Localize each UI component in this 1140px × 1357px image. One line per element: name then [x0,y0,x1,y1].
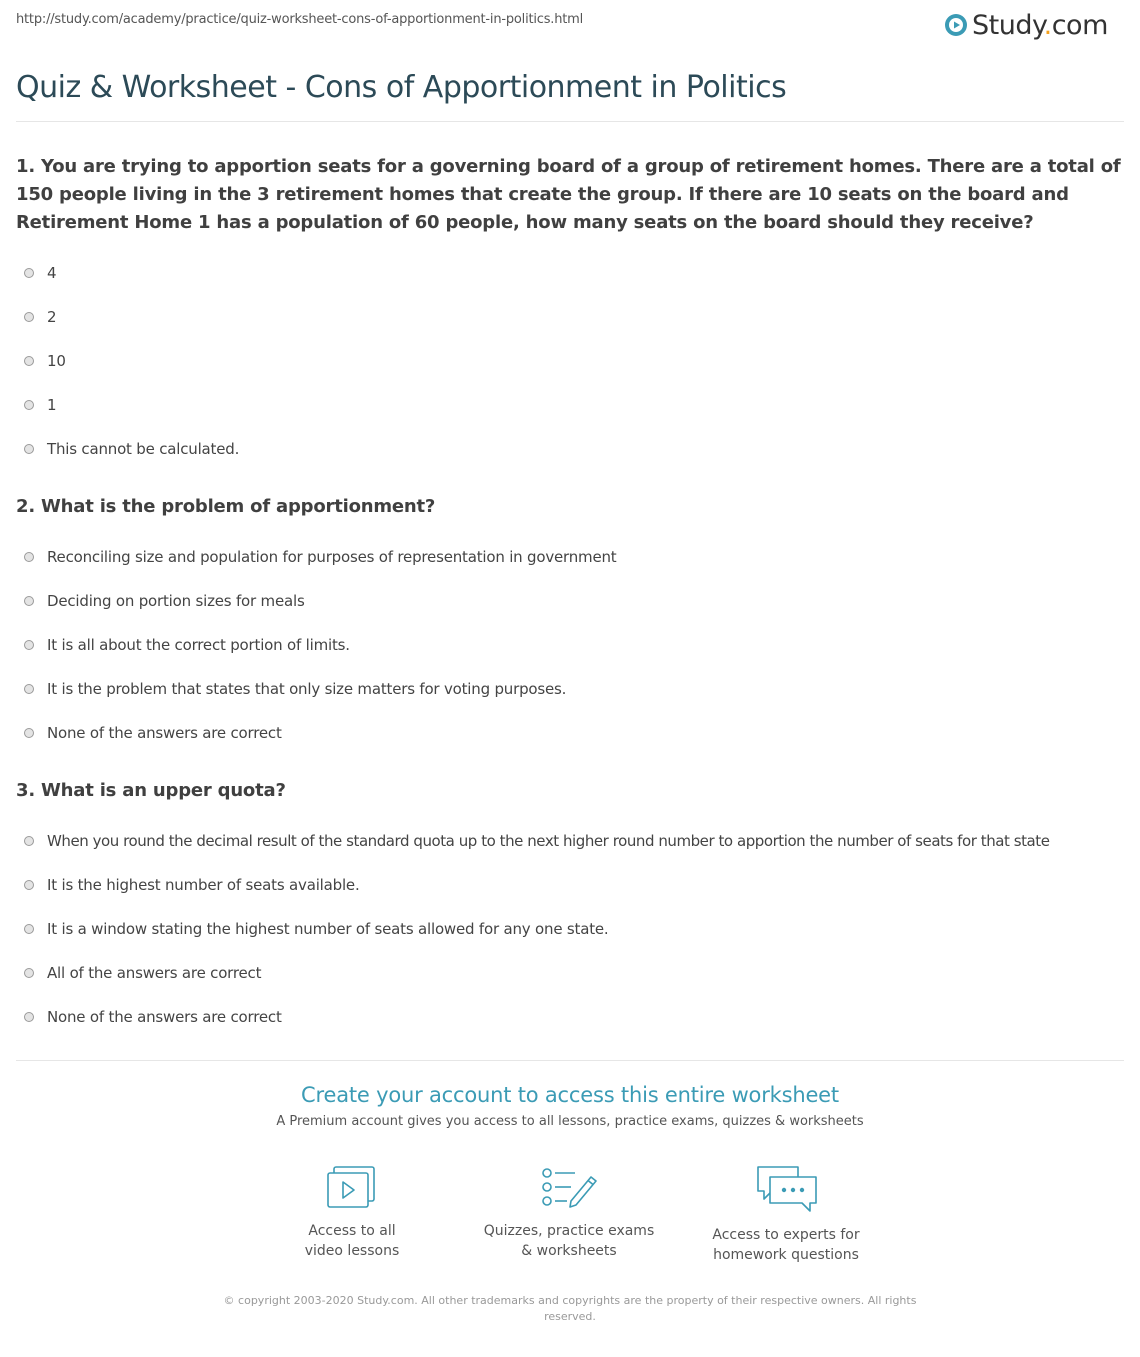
play-circle-icon [944,13,968,37]
header [0,0,1140,50]
radio-button[interactable] [24,836,34,846]
answer-text: Reconciling size and population for purposes of representation in government [47,548,617,566]
answer-option[interactable] [16,907,1124,951]
radio-button[interactable] [24,268,34,278]
create-account-link[interactable]: Create your account to access this entire worksheet [301,1083,839,1107]
answer-text: It is the problem that states that only size matters for voting purposes. [47,680,567,698]
answer-text: None of the answers are correct [47,1008,282,1026]
page-url: http://study.com/academy/practice/quiz-worksheet-cons-of-apportionment-in-politics.html [16,12,584,27]
answer-text: All of the answers are correct [47,964,262,982]
answer-text: Deciding on portion sizes for meals [47,592,305,610]
answer-option[interactable] [16,535,1124,579]
radio-button[interactable] [24,356,34,366]
question-text: 3. What is an upper quota? [16,780,286,801]
radio-button[interactable] [24,1012,34,1022]
radio-button[interactable] [24,728,34,738]
question-text: 1. You are trying to apportion seats for a governing board of a group of retirement homes. There are a total of 150 people living in the 3 retirement homes that create the group. If there are 10 seats on the board and Retirement Home 1 has a population of 60 people, how many seats on the board should they receive? [16,156,1121,233]
radio-button[interactable] [24,968,34,978]
answer-list [16,251,1124,471]
chat-bubbles-icon [754,1165,818,1215]
video-lessons-icon [326,1165,378,1211]
answer-text: It is the highest number of seats available. [47,876,360,894]
answer-text: None of the answers are correct [47,724,282,742]
answer-text: This cannot be calculated. [47,440,240,458]
radio-button[interactable] [24,596,34,606]
answer-text: 2 [47,308,57,326]
divider [16,1060,1124,1061]
answer-option[interactable] [16,863,1124,907]
cta-subtitle: A Premium account gives you access to all lessons, practice exams, quizzes & worksheets [276,1114,864,1129]
answer-list [16,535,1124,755]
copyright: © copyright 2003-2020 Study.com. All other trademarks and copyrights are the property of their respective owners. All rights reserved. [223,1294,917,1323]
feature-label: Access to experts for homework questions [712,1227,860,1263]
quiz-checklist-icon [541,1165,597,1211]
answer-text: 1 [47,396,57,414]
answer-option[interactable] [16,623,1124,667]
answer-option[interactable] [16,667,1124,711]
question-1 [16,153,1124,471]
answer-option[interactable] [16,295,1124,339]
radio-button[interactable] [24,312,34,322]
answer-option[interactable] [16,339,1124,383]
question-text: 2. What is the problem of apportionment? [16,496,436,517]
answer-option[interactable] [16,427,1124,471]
radio-button[interactable] [24,400,34,410]
answer-option[interactable] [16,951,1124,995]
answer-list [16,819,1124,1039]
answer-text: When you round the decimal result of the standard quota up to the next higher round number to apportion the number of seats for that state [47,832,1050,850]
answer-option[interactable] [16,579,1124,623]
answer-option[interactable] [16,995,1124,1039]
logo-text: Study.com [972,9,1108,41]
radio-button[interactable] [24,444,34,454]
radio-button[interactable] [24,684,34,694]
page-title: Quiz & Worksheet - Cons of Apportionment in Politics [16,70,787,105]
answer-option[interactable] [16,819,1124,863]
feature-label: Quizzes, practice exams & worksheets [483,1223,655,1259]
answer-option[interactable] [16,711,1124,755]
answer-option[interactable] [16,251,1124,295]
answer-option[interactable] [16,383,1124,427]
feature-video-lessons [252,1165,452,1261]
answer-text: 10 [47,352,66,370]
radio-button[interactable] [24,880,34,890]
feature-label: Access to all video lessons [304,1223,400,1259]
answer-text: It is all about the correct portion of limits. [47,636,350,654]
study-logo[interactable] [944,8,1108,42]
answer-text: It is a window stating the highest number of seats allowed for any one state. [47,920,609,938]
question-3 [16,777,1124,1039]
radio-button[interactable] [24,924,34,934]
feature-experts [686,1165,886,1265]
divider [16,121,1124,122]
feature-quizzes [469,1165,669,1261]
radio-button[interactable] [24,640,34,650]
question-2 [16,493,1124,755]
radio-button[interactable] [24,552,34,562]
answer-text: 4 [47,264,57,282]
